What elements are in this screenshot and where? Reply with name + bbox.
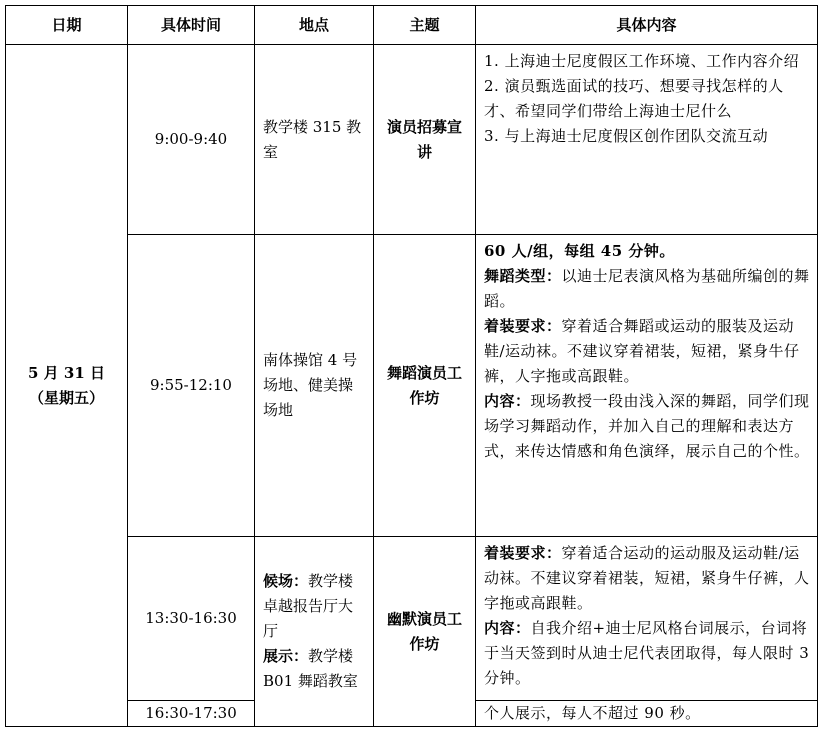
schedule-table [5, 5, 818, 727]
header-topic: 主题 [374, 6, 476, 45]
header-date: 日期 [6, 6, 128, 45]
date-line1: 5 月 31 日 [28, 363, 105, 382]
topic-cell: 幽默演员工作坊 [374, 537, 476, 727]
item-label: 着装要求： [484, 317, 562, 335]
item-label: 舞蹈类型： [484, 267, 562, 285]
date-line2: （星期五） [28, 388, 104, 407]
content-head: 60 人/组，每组 45 分钟。 [484, 242, 675, 260]
item-text: 穿着适合运动的运动服及运动鞋/运动袜。不建议穿着裙装，短裙，紧身牛仔裤，人字拖或高跟鞋。 [484, 544, 810, 612]
content-cell: 个人展示，每人不超过 90 秒。 [476, 701, 818, 727]
item-label: 内容： [484, 392, 531, 410]
item-label: 着装要求： [484, 544, 562, 562]
item-text: 自我介绍+迪士尼风格台词展示，台词将于当天签到时从迪士尼代表团取得，每人限时 3 分钟。 [484, 619, 810, 687]
content-item [484, 616, 811, 691]
content-cell [476, 537, 818, 701]
content-item [484, 389, 811, 464]
location-item [263, 644, 365, 694]
location-item [263, 569, 365, 644]
time-cell: 13:30-16:30 [128, 537, 255, 701]
date-cell [6, 45, 128, 727]
location-cell: 南体操馆 4 号场地、健美操场地 [255, 235, 374, 537]
location-text: 教学楼 B01 舞蹈教室 [263, 647, 358, 690]
location-label: 候场： [263, 572, 309, 590]
content-line: 3. 与上海迪士尼度假区创作团队交流互动 [484, 127, 769, 145]
content-item [484, 264, 811, 314]
header-row [6, 6, 818, 45]
table-row [6, 537, 818, 701]
topic-cell: 舞蹈演员工作坊 [374, 235, 476, 537]
item-label: 内容： [484, 619, 531, 637]
location-cell: 教学楼 315 教室 [255, 45, 374, 235]
time-cell: 9:00-9:40 [128, 45, 255, 235]
content-line: 2. 演员甄选面试的技巧、想要寻找怎样的人才、希望同学们带给上海迪士尼什么 [484, 77, 784, 120]
table-row [6, 45, 818, 235]
header-time: 具体时间 [128, 6, 255, 45]
topic-cell: 演员招募宣讲 [374, 45, 476, 235]
item-text: 现场教授一段由浅入深的舞蹈，同学们现场学习舞蹈动作，并加入自己的理解和表达方式，来传达情感和角色演绎，展示自己的个性。 [484, 392, 810, 460]
item-text: 穿着适合舞蹈或运动的服装及运动鞋/运动袜。不建议穿着裙装，短裙，紧身牛仔裤，人字拖或高跟鞋。 [484, 317, 800, 385]
time-cell: 9:55-12:10 [128, 235, 255, 537]
content-line: 1. 上海迪士尼度假区工作环境、工作内容介绍 [484, 52, 800, 70]
item-text: 以迪士尼表演风格为基础所编创的舞蹈。 [484, 267, 810, 310]
location-text: 教学楼卓越报告厅大厅 [263, 572, 354, 640]
location-label: 展示： [263, 647, 309, 665]
header-content: 具体内容 [476, 6, 818, 45]
location-cell [255, 537, 374, 727]
table-row [6, 235, 818, 537]
content-cell [476, 45, 818, 235]
content-cell [476, 235, 818, 537]
content-item [484, 541, 811, 616]
header-location: 地点 [255, 6, 374, 45]
content-item [484, 314, 811, 389]
time-cell: 16:30-17:30 [128, 701, 255, 727]
